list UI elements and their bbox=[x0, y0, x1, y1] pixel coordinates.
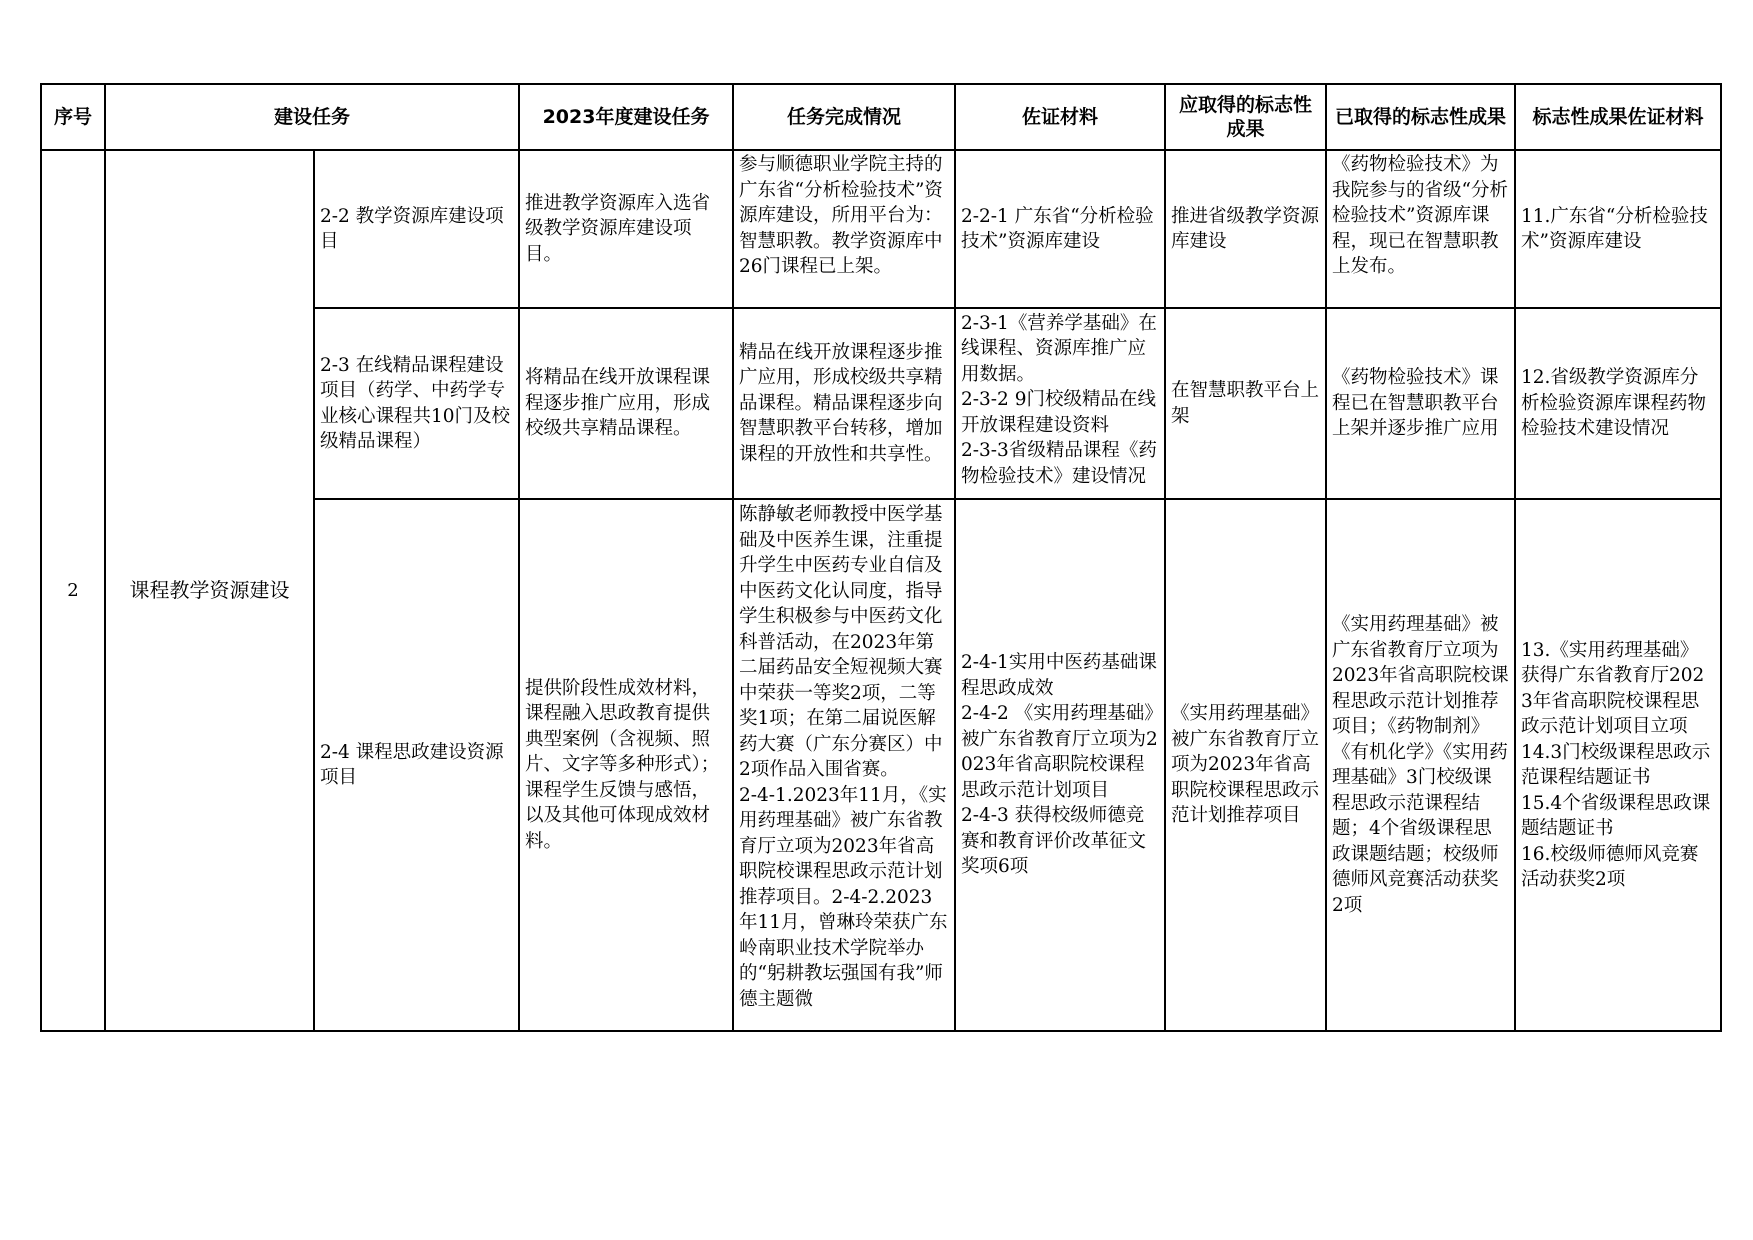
achieved-cell bbox=[1326, 150, 1515, 308]
completion: 参与顺德职业学院主持的广东省“分析检验技术”资源库建设，所用平台为：智慧职教。教学资源库中26门课程已上架。 bbox=[739, 154, 943, 277]
completion: 陈静敏老师教授中医学基础及中医养生课，注重提升学生中医药专业自信及中医药文化认同度，指导学生积极参与中医药文化科普活动，在2023年第二届药品安全短视频大赛中荣获一等奖2项，二等奖1项；在第二届说医解药大赛（广东分赛区）中2项作品入围省赛。 2-4-1.2023年11月，《实用药理基础》被广东省教育厅立项为2023年省高职院校课程思政示范计划推荐项目。2-4-2.2023年11月，曾琳玲荣获广东岭南职业技术学院举办的“躬耕教坛强国有我”师德主题微 bbox=[739, 504, 948, 1010]
task2023-cell bbox=[519, 150, 733, 308]
task-2023: 提供阶段性成效材料，课程融入思政教育提供典型案例（含视频、照片、文字等多种形式）；课程学生反馈与感悟，以及其他可体现成效材料。 bbox=[525, 677, 720, 852]
subtask: 2-4 课程思政建设资源项目 bbox=[320, 741, 504, 788]
header-task: 建设任务 bbox=[105, 84, 519, 150]
achieved-outcome: 《药物检验技术》为我院参与的省级“分析检验技术”资源库课程，现已在智慧职教上发布。 bbox=[1332, 154, 1508, 277]
evidence-cell bbox=[955, 308, 1165, 499]
group-seq-cell bbox=[41, 150, 105, 1031]
expected-cell bbox=[1165, 499, 1326, 1031]
expected-outcome: 《实用药理基础》被广东省教育厅立项为2023年省高职院校课程思政示范计划推荐项目 bbox=[1171, 703, 1320, 827]
group-seq: 2 bbox=[67, 579, 79, 601]
expected-cell bbox=[1165, 308, 1326, 499]
evidence: 2-4-1实用中医药基础课程思政成效 2-4-2 《实用药理基础》被广东省教育厅立项为2023年省高职院校课程思政示范计划项目 2-4-3 获得校级师德竞赛和教育评价改革征文奖项6项 bbox=[961, 652, 1158, 878]
table-row bbox=[41, 150, 1721, 308]
task-2023: 将精品在线开放课程课程逐步推广应用，形成校级共享精品课程。 bbox=[525, 367, 711, 440]
completion-cell bbox=[733, 308, 955, 499]
construction-task-table bbox=[40, 83, 1722, 1032]
completion: 精品在线开放课程逐步推广应用，形成校级共享精品课程。精品课程逐步向智慧职教平台转移，增加课程的开放性和共享性。 bbox=[739, 341, 943, 465]
achieved-cell bbox=[1326, 308, 1515, 499]
achieved-cell bbox=[1326, 499, 1515, 1031]
subtask-cell bbox=[314, 308, 519, 499]
task2023-cell bbox=[519, 499, 733, 1031]
header-task-2023: 2023年度建设任务 bbox=[519, 84, 733, 150]
group-task: 课程教学资源建设 bbox=[129, 577, 290, 602]
expected-outcome: 在智慧职教平台上架 bbox=[1171, 380, 1320, 427]
subtask: 2-3 在线精品课程建设项目（药学、中药学专业核心课程共10门及校级精品课程） bbox=[320, 354, 511, 452]
subtask-cell bbox=[314, 499, 519, 1031]
header-evidence: 佐证材料 bbox=[955, 84, 1165, 150]
expected-cell bbox=[1165, 150, 1326, 308]
achieved-evidence: 12.省级教学资源库分析检验资源库课程药物检验技术建设情况 bbox=[1521, 367, 1707, 440]
header-achieved-outcome: 已取得的标志性成果 bbox=[1326, 84, 1515, 150]
header-expected-outcome: 应取得的标志性成果 bbox=[1165, 84, 1326, 150]
evidence-cell bbox=[955, 499, 1165, 1031]
header-achieved-evidence: 标志性成果佐证材料 bbox=[1515, 84, 1721, 150]
task-2023: 推进教学资源库入选省级教学资源库建设项目。 bbox=[525, 192, 711, 265]
header-completion: 任务完成情况 bbox=[733, 84, 955, 150]
header-row bbox=[41, 84, 1721, 150]
subtask-cell bbox=[314, 150, 519, 308]
achieved-outcome: 《实用药理基础》被广东省教育厅立项为2023年省高职院校课程思政示范计划推荐项目；《药物制剂》《有机化学》《实用药理基础》3门校级课程思政示范课程结题；4个省级课程思政课题结题；校级师德师风竞赛活动获奖2项 bbox=[1332, 614, 1509, 916]
evidence: 2-3-1《营养学基础》在线课程、资源库推广应用数据。 2-3-2 9门校级精品在线开放课程建设资料 2-3-3省级精品课程《药物检验技术》建设情况 bbox=[961, 312, 1157, 487]
subtask: 2-2 教学资源库建设项目 bbox=[320, 205, 504, 252]
task2023-cell bbox=[519, 308, 733, 499]
achieved-evidence-cell bbox=[1515, 308, 1721, 499]
achieved-evidence-cell bbox=[1515, 499, 1721, 1031]
achieved-outcome: 《药物检验技术》课程已在智慧职教平台上架并逐步推广应用 bbox=[1332, 367, 1499, 440]
completion-cell bbox=[733, 499, 955, 1031]
evidence: 2-2-1 广东省“分析检验技术”资源库建设 bbox=[961, 205, 1154, 252]
achieved-evidence-cell bbox=[1515, 150, 1721, 308]
achieved-evidence: 13.《实用药理基础》获得广东省教育厅2023年省高职院校课程思政示范计划项目立项 14.3门校级课程思政示范课程结题证书 15.4个省级课程思政课题结题证书 16.校级师德师风竞赛活动获奖2项 bbox=[1521, 639, 1711, 890]
expected-outcome: 推进省级教学资源库建设 bbox=[1171, 205, 1320, 252]
header-seq: 序号 bbox=[41, 84, 105, 150]
group-task-cell bbox=[105, 150, 314, 1031]
achieved-evidence: 11.广东省“分析检验技术”资源库建设 bbox=[1521, 205, 1708, 252]
evidence-cell bbox=[955, 150, 1165, 308]
completion-cell bbox=[733, 150, 955, 308]
